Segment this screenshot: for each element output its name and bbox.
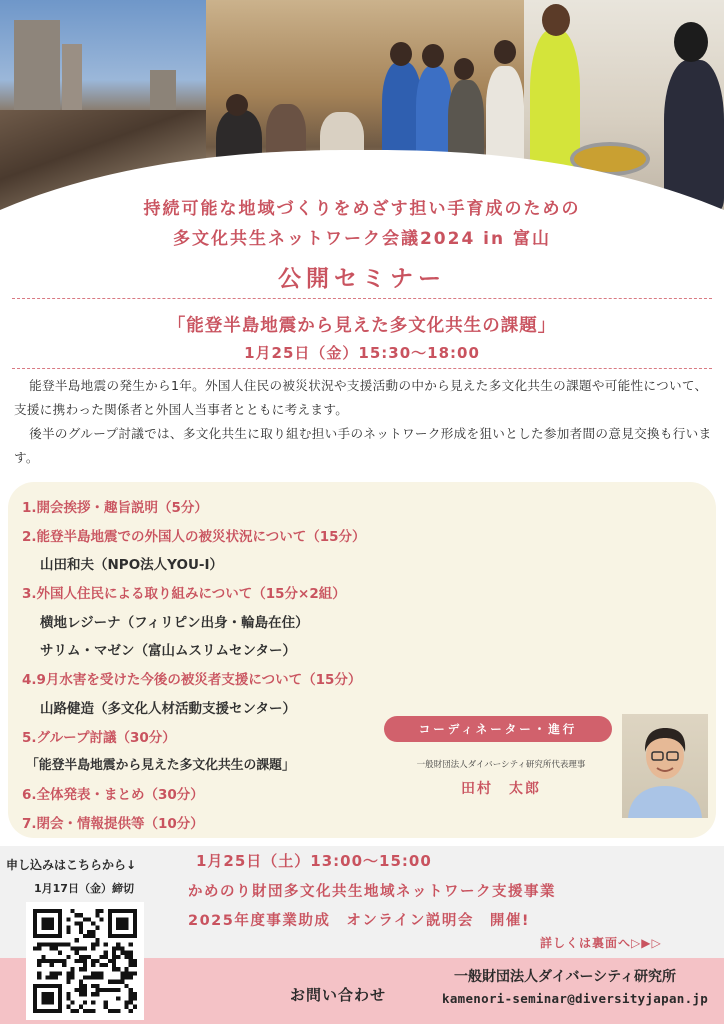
coordinator-org: 一般財団法人ダイバーシティ研究所代表理事 xyxy=(416,760,586,770)
seminar-date: 1月25日（金）15:30～18:00 xyxy=(244,344,480,362)
title-block xyxy=(0,194,724,293)
see-back-link[interactable]: 詳しくは裏面へ▷▶▷ xyxy=(540,936,662,950)
program-list xyxy=(22,494,366,838)
apply-label: 申し込みはこちらから↓ xyxy=(6,858,137,872)
program-item: 3.外国人住民による取り組みについて（15分×2組） xyxy=(22,586,346,603)
coordinator-name: 田村 太郎 xyxy=(461,781,541,797)
program-speaker: 山田和夫（NPO法人YOU-I） xyxy=(40,557,224,574)
qr-code[interactable] xyxy=(26,902,144,1020)
divider-top xyxy=(12,298,712,299)
online-session-title: 2025年度事業助成 オンライン説明会 開催! xyxy=(188,913,531,929)
contact-org: 一般財団法人ダイバーシティ研究所 xyxy=(454,969,677,985)
program-speaker: サリム・マゼン（富山ムスリムセンター） xyxy=(40,643,296,660)
program-item: 7.閉会・情報提供等（10分） xyxy=(22,815,204,832)
intro-paragraph-1: 能登半島地震の発生から1年。外国人住民の被災状況や支援活動の中から見えた多文化共生の課題や可能性について、支援に携わった関係者と外国人当事者とともに考えます。 xyxy=(14,378,708,417)
apply-deadline: 1月17日（金）締切 xyxy=(34,882,134,895)
intro-text xyxy=(14,374,714,470)
title-line-2: 多文化共生ネットワーク会議2024 in 富山 xyxy=(172,229,552,249)
divider-bottom xyxy=(12,368,712,369)
program-item: 1.開会挨拶・趣旨説明（5分） xyxy=(22,500,208,516)
program-speaker: 山路健造（多文化人材活動支援センター） xyxy=(40,700,296,717)
program-panel xyxy=(8,482,716,838)
coordinator-label: コーディネーター・進行 xyxy=(384,716,612,742)
program-item: 6.全体発表・まとめ（30分） xyxy=(22,786,204,803)
program-speaker: 横地レジーナ（フィリピン出身・輪島在住） xyxy=(40,614,309,631)
contact-label: お問い合わせ xyxy=(290,986,387,1004)
header-photos xyxy=(0,0,724,210)
program-theme: 「能登半島地震から見えた多文化共生の課題」 xyxy=(26,758,295,774)
program-item: 2.能登半島地震での外国人の被災状況について（15分） xyxy=(22,528,366,545)
seminar-heading: 公開セミナー xyxy=(278,266,446,292)
intro-paragraph-2: 後半のグループ討議では、多文化共生に取り組む担い手のネットワーク形成を狙いとした参加者間の意見交換も行います。 xyxy=(14,426,712,465)
seminar-theme: 「能登半島地震から見えた多文化共生の課題」 xyxy=(167,316,557,336)
program-item: 4.9月水害を受けた今後の被災者支援について（15分） xyxy=(22,672,362,689)
coordinator-photo xyxy=(622,714,708,818)
online-session-date: 1月25日（土）13:00～15:00 xyxy=(196,852,432,870)
online-session-program: かめのり財団多文化共生地域ネットワーク支援事業 xyxy=(188,884,556,900)
program-item: 5.グループ討議（30分） xyxy=(22,729,176,746)
contact-email[interactable]: kamenori-seminar@diversityjapan.jp xyxy=(442,991,709,1006)
title-line-1: 持続可能な地域づくりをめざす担い手育成のための xyxy=(143,199,581,219)
